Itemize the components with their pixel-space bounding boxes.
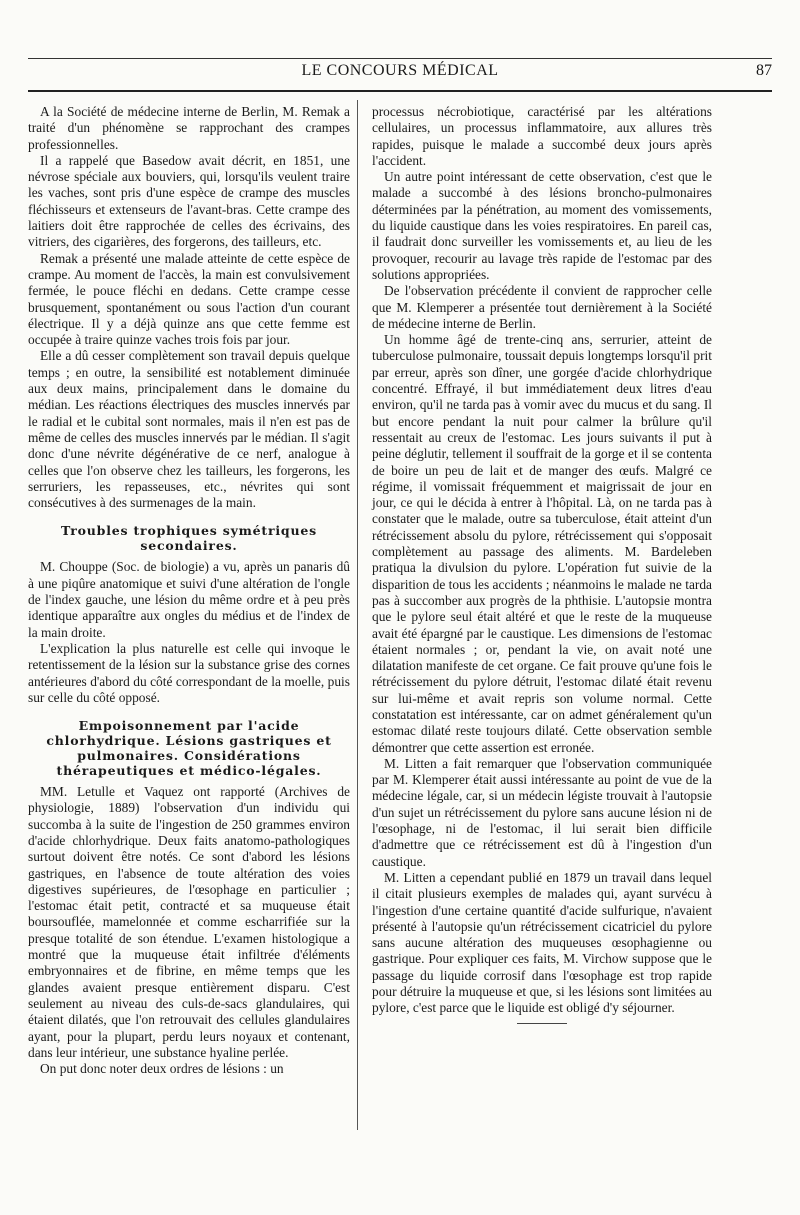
section-end-rule	[517, 1023, 567, 1024]
paragraph: De l'observation précédente il convient de rapprocher celle que M. Klemperer a présentée tout dernièrement à la Société de médecine interne de Berlin.	[372, 283, 712, 331]
paragraph: M. Chouppe (Soc. de biologie) a vu, après un panaris dû à une piqûre anatomique et suivi d'une altération de l'ongle de l'index gauche, une lésion du même ordre et à peu près identique apparaître aux ongles du médius et de l'index de la main droite.	[28, 559, 350, 640]
paragraph: Un homme âgé de trente-cinq ans, serrurier, atteint de tuberculose pulmonaire, toussait depuis longtemps lorsqu'il prit par erreur, après son dîner, une gorgée d'acide chlorhydrique concentré. Effrayé, il but immédiatement deux litres d'eau environ, qu'il ne tarda pas à vomir avec du mucus et du sang. Il but encore pendant la nuit pour calmer la brûlure qu'il ressentait au creux de l'estomac. Les jours suivants il put à peine déglutir, tellement il souffrait de la gorge et il se contenta de boire un peu de lait et de manger des œufs. Malgré ce régime, il vomissait fréquemment et maigrissait de jour en jour, ce qui le décida à entrer à l'hôpital. Là, on ne tarda pas à constater que le malade, outre sa tuberculose, était atteint d'un rétrécissement absolu du pylore, rétrécissement qui s'opposait complètement au passage des aliments. M. Bardeleben pratiqua la divulsion du pylore. L'opération fut suivie de la disparition de tous les accidents ; néanmoins le malade ne tarda pas à succomber aux progrès de la phthisie. L'autopsie montra que le pylore seul était altéré et que le reste de la muqueuse avait été épargné par le caustique. Les dimensions de l'estomac étaient normales ; or, pendant la vie, on avait noté une dilatation manifeste de cet organe. Ce fait prouve qu'une fois le rétrécissement du pylore détruit, l'estomac dilaté était revenu sur lui-même et avait repris son volume normal. Cette constatation est intéressante, car on admet généralement qu'un estomac dilaté reste toujours dilaté. Cette observation semble démontrer que cette assertion est erronée.	[372, 332, 712, 755]
paragraph: Un autre point intéressant de cette observation, c'est que le malade a succombé à des lésions broncho-pulmonaires déterminées par la pénétration, au moment des vomissements, du liquide caustique dans les voies respiratoires. En pareil cas, il faudrait donc surveiller les vomissements et, au lieu de les provoquer, recourir au lavage très rapide de l'estomac par des solutions appropriées.	[372, 169, 712, 282]
paragraph: processus nécrobiotique, caractérisé par les altérations cellulaires, un processus inflammatoire, aux allures très rapides, puisque le malade a succombé deux jours après l'accident.	[372, 104, 712, 168]
left-column	[28, 104, 350, 1077]
paragraph: On put donc noter deux ordres de lésions : un	[40, 1061, 284, 1077]
section-heading: Troubles trophiques symétriques secondaires.	[61, 523, 317, 554]
top-rule	[28, 58, 772, 59]
paragraph: A la Société de médecine interne de Berlin, M. Remak a traité d'un phénomène se rapprochant des crampes professionnelles.	[28, 104, 350, 152]
paragraph: L'explication la plus naturelle est celle qui invoque le retentissement de la lésion sur la substance grise des cornes antérieures d'abord du côté correspondant de la moelle, puis sur celle du côté opposé.	[28, 640, 350, 705]
paragraph: M. Litten a cependant publié en 1879 un travail dans lequel il citait plusieurs exemples de malades qui, ayant survécu à l'ingestion d'une certaine quantité d'acide sulfurique, n'avaient présenté à l'autopsie qu'un rétrécissement cicatriciel du pylore sans aucune altération des muqueuses œsophagienne ou gastrique. Pour expliquer ces faits, M. Virchow suppose que le passage du liquide corrosif dans l'œsophage est trop rapide pour détruire la muqueuse et que, si les lésions sont limitées au pylore, c'est parce que le liquide est obligé d'y séjourner.	[372, 869, 712, 1016]
paragraph: Elle a dû cesser complètement son travail depuis quelque temps ; en outre, la sensibilité est notablement diminuée aux deux mains, principalement dans le domaine du médian. Les réactions électriques des muscles innervés par le radial et le cubital sont normales, mais il n'en est pas de même de celles des muscles innervés par le médian. Il s'agit donc d'une névrite dégénérative de ce nerf, analogue à celles que l'on observe chez les tailleurs, les forgerons, les serruriers, les repasseuses, etc., névrites qui sont consécutives à des surmenages de la main.	[28, 348, 350, 511]
right-column	[372, 104, 712, 1024]
running-header	[28, 62, 772, 86]
column-divider	[357, 100, 358, 1130]
journal-title: LE CONCOURS MÉDICAL	[301, 62, 499, 79]
page-number: 87	[756, 62, 772, 79]
paragraph: MM. Letulle et Vaquez ont rapporté (Archives de physiologie, 1889) l'observation d'un individu qui succomba à la suite de l'ingestion de 250 grammes environ d'acide chlorhydrique. Deux faits anatomo-pathologiques surtout doivent être notés. Ce sont d'abord les lésions gastriques, en l'absence de toute altération des voies digestives supérieures, de l'œsophage en particulier ; l'estomac était petit, contracté et sa muqueuse était boursouflée, mamelonnée et comme escharrifiée sur la presque totalité de son étendue. L'examen histologique a montré que la muqueuse était infiltrée d'éléments embryonnaires et de fibrine, en même temps que les glandes avaient presque entièrement disparu. C'est seulement au niveau des culs-de-sacs glandulaires, qui étaient dilatés, que l'on retrouvait des cellules glandulaires ayant, pour la plupart, perdu leurs noyaux et contenant, dans leur intérieur, une substance hyaline perlée.	[28, 784, 350, 1060]
section-heading: Empoisonnement par l'acide chlorhydrique. Lésions gastriques et pulmonaires. Considérations thérapeutiques et médico-légales.	[46, 718, 332, 779]
paragraph: Il a rappelé que Basedow avait décrit, en 1851, une névrose spéciale aux bouviers, qui, lorsqu'ils veulent traire les vaches, sont pris d'une espèce de crampe des muscles fléchisseurs et extenseurs de l'avant-bras. Cette crampe des laitiers doit être rapprochée de celles des écrivains, des vitriers, des cigarières, des forgerons, des tailleurs, etc.	[28, 152, 350, 250]
paragraph: Remak a présenté une malade atteinte de cette espèce de crampe. Au moment de l'accès, la main est convulsivement fermée, le pouce fléchi en dedans. Cette crampe cesse brusquement, spontanément ou sous l'action d'un courant électrique. Il y a déjà quinze ans que cette femme est occupée à traire quinze vaches trois fois par jour.	[28, 250, 350, 348]
paragraph: M. Litten a fait remarquer que l'observation communiquée par M. Klemperer était aussi intéressante au point de vue de la médecine légale, car, si un médecin légiste trouvait à l'autopsie d'un sujet un rétrécissement du pylore sans aucune lésion ni de l'œsophage, ni de l'estomac, il lui serait bien difficile d'admettre que ce rétrécissement est dû à l'ingestion d'un caustique.	[372, 755, 712, 869]
header-rule	[28, 90, 772, 92]
